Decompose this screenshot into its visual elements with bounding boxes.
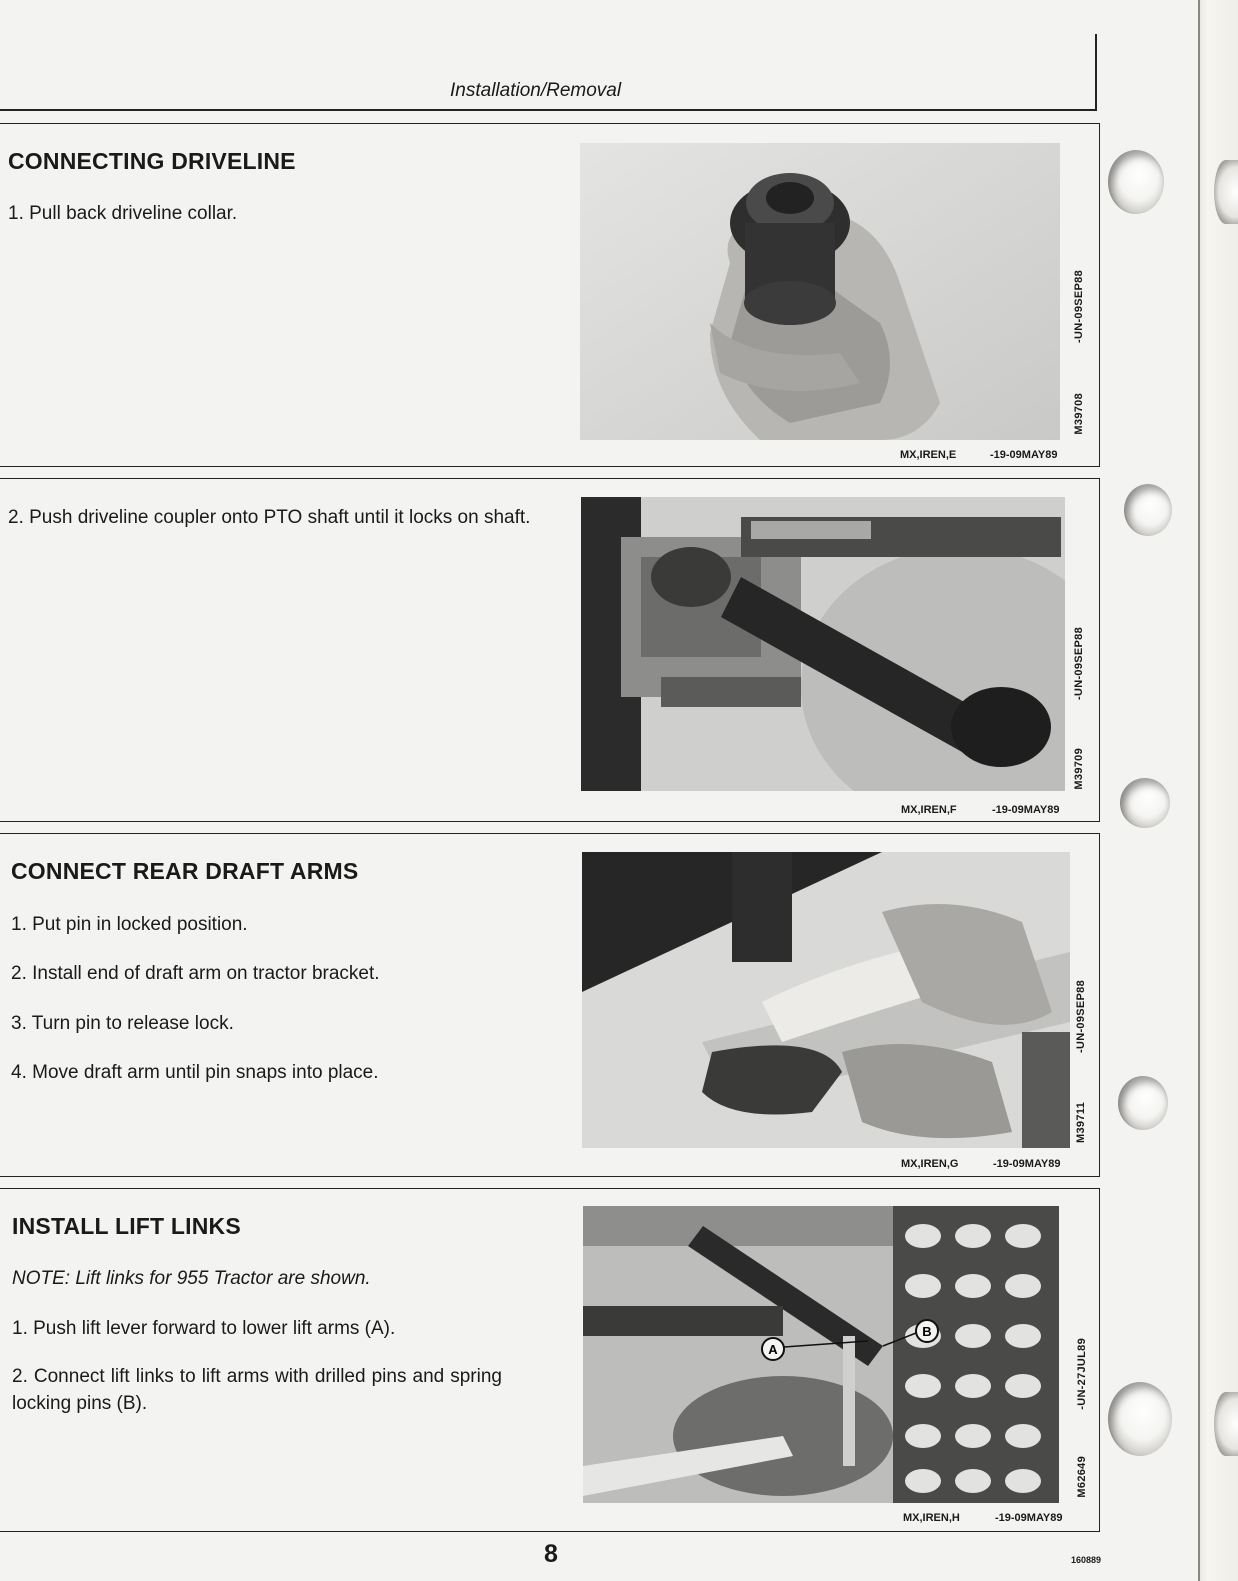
photo-code-left: M39709 (1073, 748, 1085, 790)
photo-caption-left: MX,IREN,F (901, 804, 957, 816)
step-text: 4. Move draft arm until pin snaps into place. (11, 1062, 379, 1083)
photo-code-right: -UN-09SEP88 (1073, 627, 1085, 700)
photo-caption-right: -19-09MAY89 (990, 449, 1058, 461)
photo-pto-shaft (581, 497, 1065, 791)
photo-caption-right: -19-09MAY89 (992, 804, 1060, 816)
punch-hole (1108, 150, 1164, 214)
header-vertical-rule (1095, 34, 1097, 111)
punch-hole (1118, 1076, 1168, 1130)
step-text: 2. Push driveline coupler onto PTO shaft until it locks on shaft. (8, 507, 531, 528)
photo-code-left: M39708 (1073, 393, 1085, 435)
photo-caption-left: MX,IREN,E (900, 449, 957, 461)
punch-hole-next-page (1214, 1392, 1238, 1456)
photo-caption-right: -19-09MAY89 (995, 1512, 1063, 1524)
photo-code-left: M39711 (1075, 1102, 1087, 1143)
photo-code-left: M62649 (1076, 1456, 1088, 1498)
section-heading: INSTALL LIFT LINKS (12, 1213, 241, 1239)
punch-hole (1108, 1382, 1172, 1456)
punch-hole (1120, 778, 1170, 828)
step-text: 1. Put pin in locked position. (11, 914, 248, 935)
page-edge-line (1198, 0, 1200, 1581)
page-number: 8 (544, 1540, 558, 1568)
punch-hole (1124, 484, 1172, 536)
photo-lift-links (583, 1206, 1059, 1503)
section-heading: CONNECTING DRIVELINE (8, 148, 296, 174)
page-edge (1198, 0, 1238, 1581)
photo-driveline-collar (580, 143, 1060, 440)
section-heading: CONNECT REAR DRAFT ARMS (11, 858, 359, 884)
step-text: 3. Turn pin to release lock. (11, 1013, 234, 1034)
punch-hole-next-page (1214, 160, 1238, 224)
photo-draft-arm (582, 852, 1070, 1148)
header-rule (0, 109, 1097, 111)
step-text: 1. Push lift lever forward to lower lift arms (A). (12, 1318, 396, 1339)
step-text: 2. Connect lift links to lift arms with drilled pins and spring locking pins (B). (12, 1366, 502, 1414)
print-code: 160889 (1071, 1555, 1102, 1565)
photo-caption-left: MX,IREN,H (903, 1512, 960, 1524)
note-text: NOTE: Lift links for 955 Tractor are shown. (12, 1268, 371, 1289)
photo-caption-left: MX,IREN,G (901, 1158, 959, 1170)
photo-code-right: -UN-09SEP88 (1075, 980, 1087, 1053)
step-text: 2. Install end of draft arm on tractor bracket. (11, 963, 380, 984)
step-text: 1. Pull back driveline collar. (8, 203, 238, 224)
photo-caption-right: -19-09MAY89 (993, 1158, 1061, 1170)
photo-code-right: -UN-09SEP88 (1073, 270, 1085, 343)
photo-code-right: -UN-27JUL89 (1076, 1338, 1088, 1410)
callout-b-label: B (922, 1324, 932, 1339)
callout-a-label: A (768, 1342, 778, 1357)
page-header-title: Installation/Removal (450, 80, 622, 101)
